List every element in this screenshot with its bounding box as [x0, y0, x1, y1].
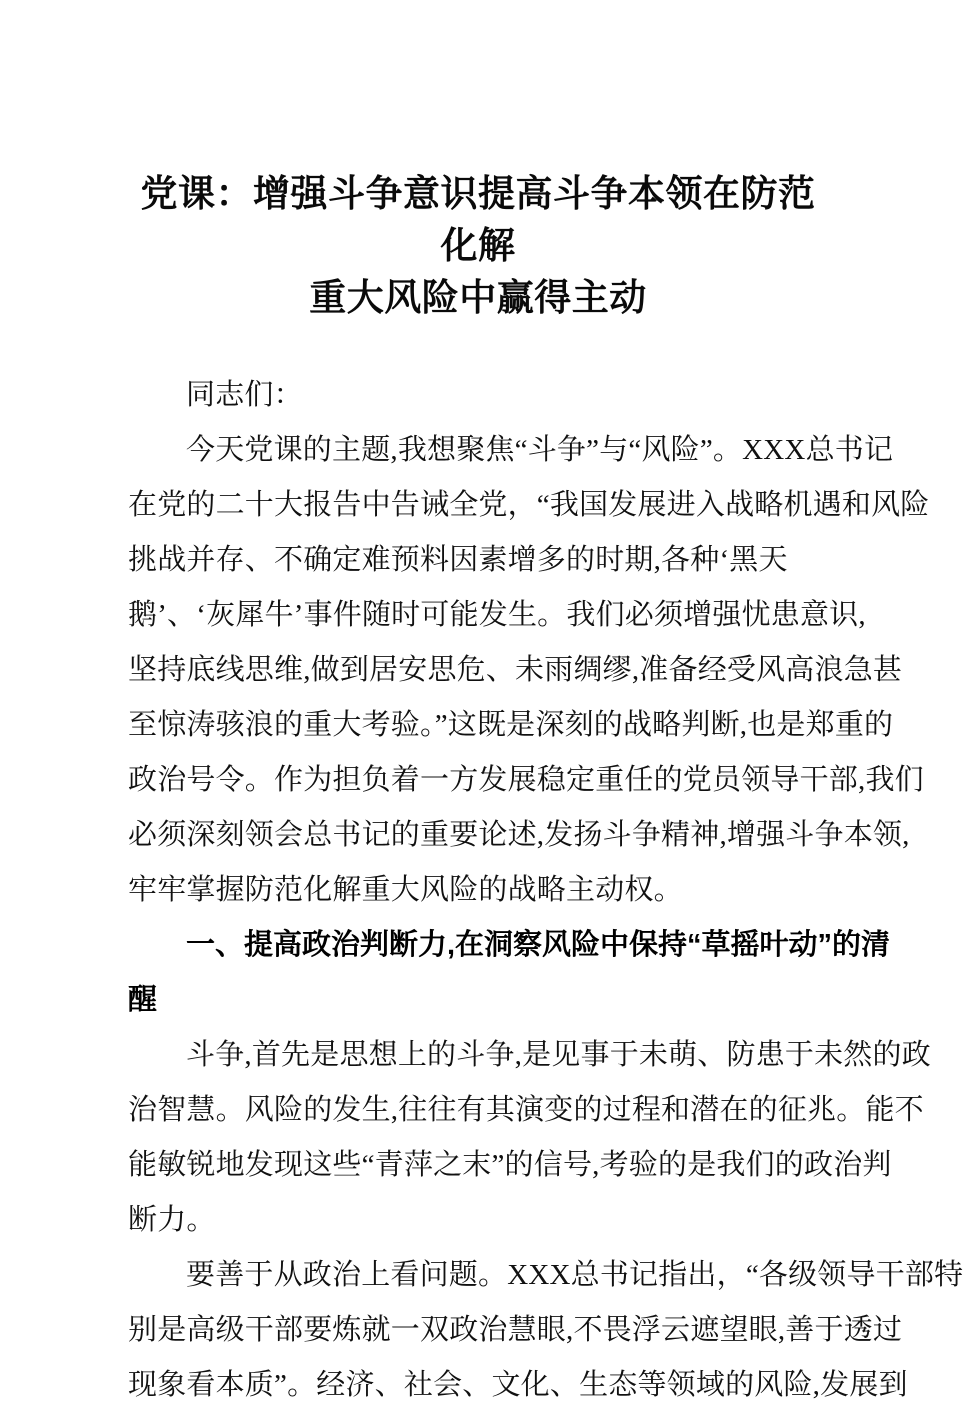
page-title-line-2: 重大风险中赢得主动	[309, 277, 647, 318]
line-text: 要善于从政治上看问题。XXX总书记指出，“各级领导干部特	[186, 1259, 963, 1291]
paragraph-1-line-1	[128, 423, 894, 478]
paragraph-3-line-2: 别是高级干部要炼就一双政治慧眼,不畏浮云遮望眼,善于透过	[128, 1314, 903, 1346]
paragraph-1-line-8: 必须深刻领会总书记的重要论述,发扬斗争精神,增强斗争本领,	[128, 819, 910, 851]
line-text: 一、提高政治判断力,在洞察风险中保持“草摇叶动”的清	[186, 929, 891, 961]
paragraph-1-line-5: 坚持底线思维,做到居安思危、未雨绸缪,准备经受风高浪急甚	[128, 654, 903, 686]
paragraph-1-line-4: 鹅’、‘灰犀牛’事件随时可能发生。我们必须增强忧患意识,	[128, 599, 866, 631]
paragraph-2-line-2: 治智慧。风险的发生,往往有其演变的过程和潜在的征兆。能不	[128, 1094, 924, 1126]
document-body	[128, 368, 963, 1413]
paragraph-3-line-1	[128, 1248, 963, 1303]
salutation-paragraph	[128, 368, 828, 423]
page-title	[128, 0, 828, 324]
section-heading-1	[128, 918, 891, 1028]
paragraph-1-line-9: 牢牢掌握防范化解重大风险的战略主动权。	[128, 874, 683, 906]
page-title-line-1: 党课：增强斗争意识提高斗争本领在防范化解	[140, 173, 816, 266]
salutation-line	[128, 368, 828, 423]
paragraph-2	[128, 1028, 931, 1248]
paragraph-1-line-7: 政治号令。作为担负着一方发展稳定重任的党员领导干部,我们	[128, 764, 924, 796]
salutation-text: 同志们：	[186, 379, 303, 411]
paragraph-3	[128, 1248, 963, 1413]
paragraph-1	[128, 423, 930, 918]
paragraph-3-line-3: 现象看本质”。经济、社会、文化、生态等领域的风险,发展到	[128, 1369, 908, 1401]
page-content	[128, 0, 963, 1413]
line-text: 今天党课的主题,我想聚焦“斗争”与“风险”。XXX总书记	[186, 434, 894, 466]
section-heading-1-line-1	[128, 918, 891, 973]
section-heading-1-line-2: 醒	[128, 984, 158, 1016]
paragraph-2-line-4: 断力。	[128, 1204, 216, 1236]
paragraph-2-line-3: 能敏锐地发现这些“青萍之末”的信号,考验的是我们的政治判	[128, 1149, 892, 1181]
paragraph-1-line-3: 挑战并存、不确定难预料因素增多的时期,各种‘黑天	[128, 544, 788, 576]
paragraph-1-line-2: 在党的二十大报告中告诫全党，“我国发展进入战略机遇和风险	[128, 489, 930, 521]
line-text: 斗争,首先是思想上的斗争,是见事于未萌、防患于未然的政	[186, 1039, 931, 1071]
paragraph-2-line-1	[128, 1028, 931, 1083]
paragraph-1-line-6: 至惊涛骇浪的重大考验。”这既是深刻的战略判断,也是郑重的	[128, 709, 894, 741]
